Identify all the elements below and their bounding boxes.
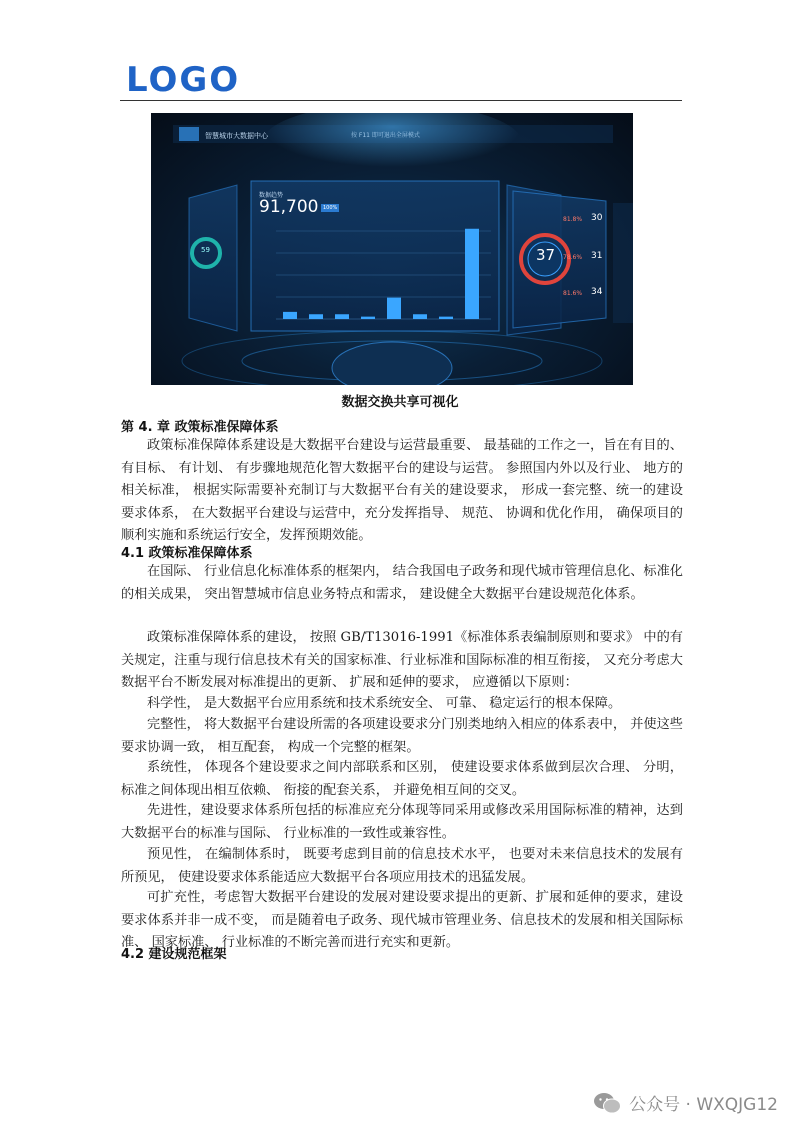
dashboard-graphic [151, 113, 633, 385]
left-panel [189, 185, 237, 331]
stat-num: 30 [591, 213, 603, 223]
screen-title: 智慧城市大数据中心 [205, 132, 268, 140]
screen-bar [309, 314, 323, 319]
paragraph: 科学性， 是大数据平台应用系统和技术系统安全、 可靠、 稳定运行的根本保障。 [147, 696, 622, 711]
watermark-text: 公众号 · WXQJG12 [629, 1095, 778, 1115]
header-divider [120, 100, 682, 101]
screen-bar [465, 229, 479, 319]
logo: LOGO [126, 60, 241, 100]
watermark [593, 1090, 778, 1115]
light-beam [262, 113, 522, 183]
screen-bar [439, 317, 453, 319]
section-4-1-heading: 4.1 政策标准保障体系 [121, 546, 253, 561]
paragraph: 完整性， 将大数据平台建设所需的各项建设要求分门别类地纳入相应的体系表中， 并使这些要求协调一致， 相互配套， 构成一个完整的框架。 [121, 717, 683, 755]
panel-badge: 100% [323, 205, 338, 211]
paragraph: 先进性，建设要求体系所包括的标准应充分体现等同采用或修改采用国际标准的精神，达到大数据平台的标准与国际、 行业标准的一致性或兼容性。 [121, 803, 683, 841]
paragraph: 政策标准保障体系建设是大数据平台建设与运营最重要、 最基础的工作之一，旨在有目的、 有目标、 有计划、 有步骤地规范化智大数据平台的建设与运营。 参照国内外以及行业、 地方的相关标准， 根据实际需要补充制订与大数据平台有关的建设要求， 形成一套完整、统一的建设要求体系， 在大数据平台建设与运营中，充分发挥指导、 规范、 协调和优化作用， 确保项目的顺利实施和系统运行安全，发挥预期效能。 [121, 438, 683, 543]
paragraph: 政策标准保障体系的建设， 按照 GB/T13016-1991《标准体系表编制原则和要求》 中的有关规定，注重与现行信息技术有关的国家标准、行业标准和国际标准的相互衔接， 又充分考虑大数据平台不断发展对标准提出的更新、 扩展和延伸的要求， 应遵循以下原则： [121, 630, 683, 690]
wechat-icon [593, 1092, 621, 1114]
stat-pct: 81.6% [563, 290, 583, 297]
dashboard-image [151, 113, 633, 385]
left-gauge-value: 59 [201, 246, 210, 254]
screen-bar [335, 314, 349, 319]
stat-pct: 81.8% [563, 216, 583, 223]
stat-num: 31 [591, 251, 603, 261]
paragraph: 预见性， 在编制体系时， 既要考虑到目前的信息技术水平， 也要对未来信息技术的发展有所预见， 使建设要求体系能适应大数据平台各项应用技术的迅猛发展。 [121, 847, 683, 885]
figure-caption: 数据交换共享可视化 [341, 395, 459, 410]
screen-bar [361, 317, 375, 319]
stat-pct: 78.6% [563, 254, 583, 261]
screen-bar [283, 312, 297, 319]
chapter-4-heading: 第 4. 章 政策标准保障体系 [121, 420, 279, 435]
stat-num: 34 [591, 287, 603, 297]
screen-bar [387, 298, 401, 319]
paragraph: 在国际、 行业信息化标准体系的框架内， 结合我国电子政务和现代城市管理信息化、标准化的相关成果， 突出智慧城市信息业务特点和需求， 建设健全大数据平台建设规范化体系。 [121, 564, 683, 602]
paragraph: 系统性， 体现各个建设要求之间内部联系和区别， 使建设要求体系做到层次合理、 分明， 标准之间体现出相互依赖、 衔接的配套关系， 并避免相互间的交叉。 [121, 760, 683, 798]
fullscreen-hint: 按 F11 即可退出全屏模式 [351, 132, 420, 139]
panel-label: 数据趋势 [259, 192, 284, 199]
edge-panel [613, 203, 633, 323]
panel-value: 91,700 [259, 197, 319, 217]
screen-bar [413, 314, 427, 319]
paragraph: 可扩充性，考虑智大数据平台建设的发展对建设要求提出的更新、扩展和延伸的要求，建设要求体系并非一成不变， 而是随着电子政务、现代城市管理业务、信息技术的发展和相关国际标准、 国家标准、 行业标准的不断完善而进行充实和更新。 [121, 890, 683, 950]
section-4-2-heading: 4.2 建设规范框架 [121, 947, 227, 962]
city-logo-icon [179, 127, 199, 141]
gauge-value: 37 [536, 246, 556, 264]
control-dial [332, 342, 452, 385]
